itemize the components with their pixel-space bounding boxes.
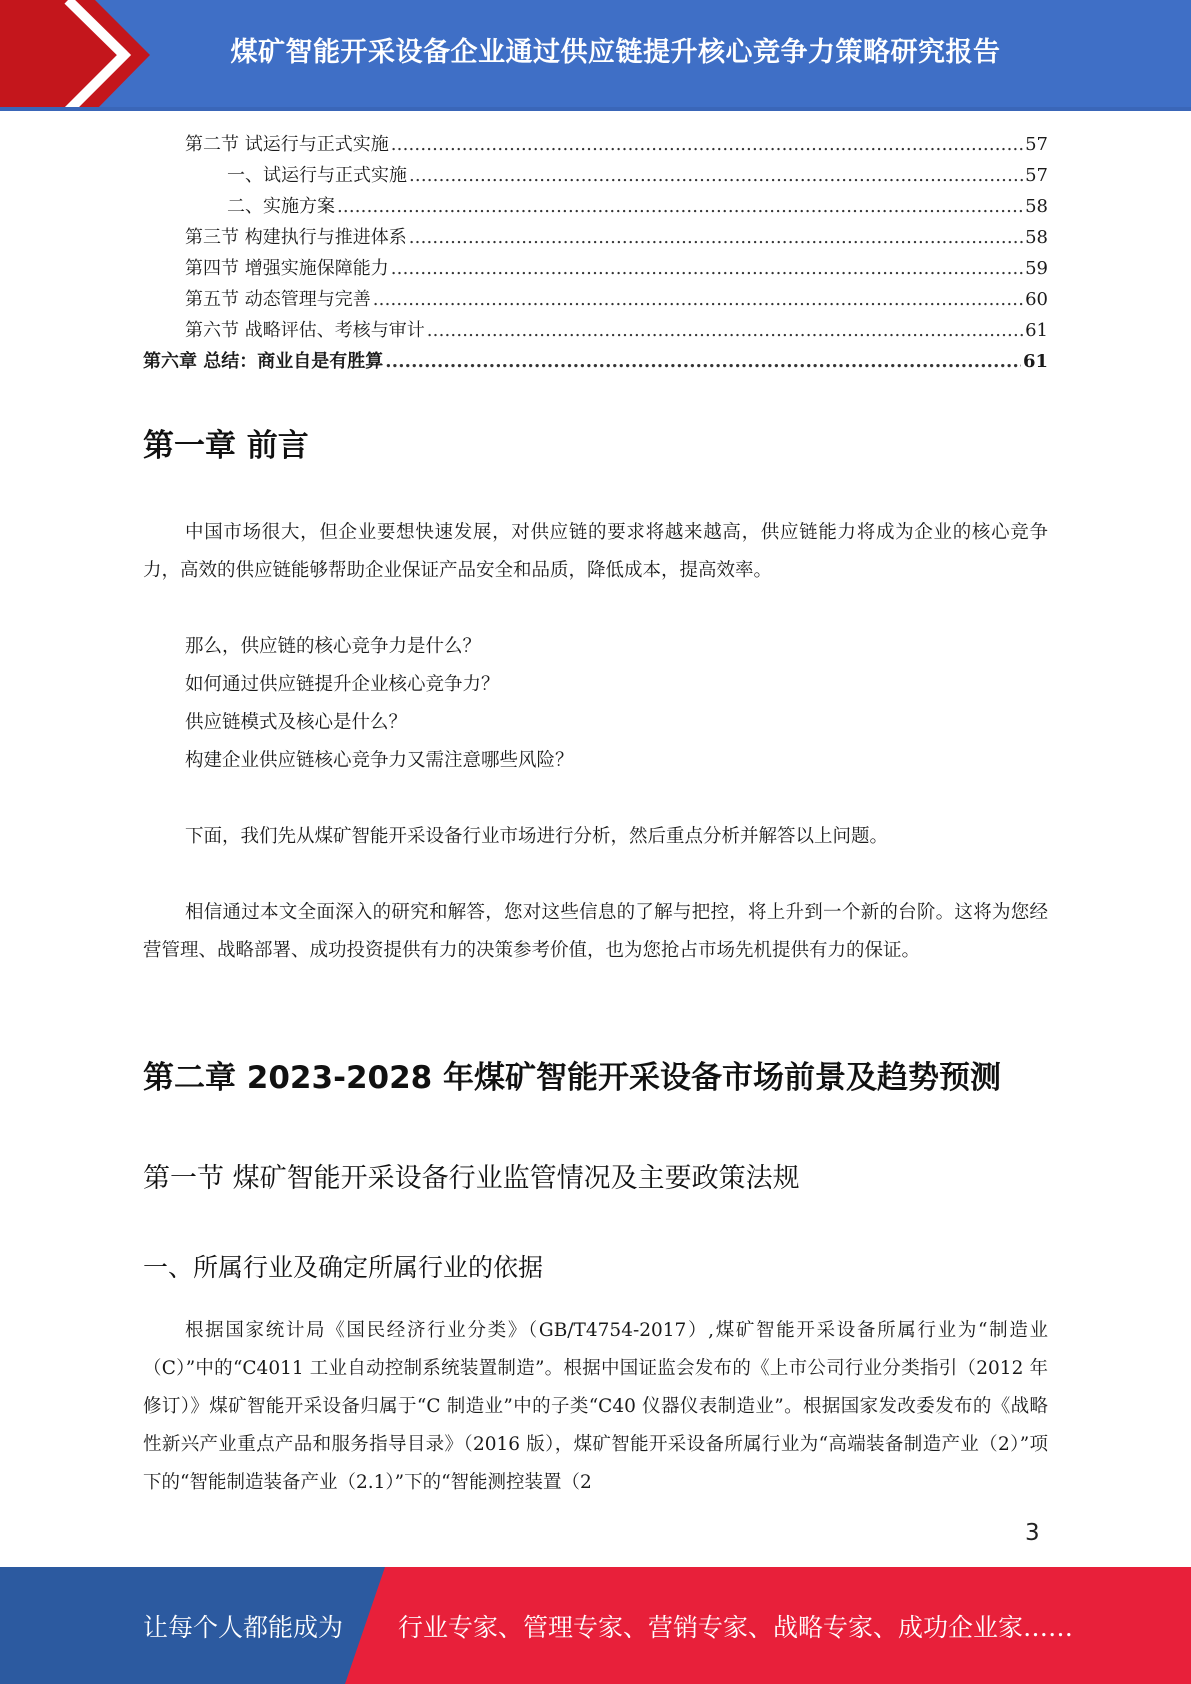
chapter-2-heading: 第二章 2023-2028 年煤矿智能开采设备市场前景及趋势预测 [143, 1060, 1002, 1096]
toc-leader-dots [427, 320, 1023, 341]
toc-entry-label: 第二节 试运行与正式实施 [185, 134, 389, 155]
toc-entry-page: 61 [1025, 320, 1048, 341]
toc-entry[interactable] [143, 316, 1048, 347]
toc-leader-dots [337, 196, 1023, 217]
toc-entry-page: 58 [1025, 227, 1048, 248]
toc-entry[interactable] [143, 192, 1048, 223]
toc-entry-label: 二、实施方案 [227, 196, 335, 217]
chapter-1-paragraph-3: 相信通过本文全面深入的研究和解答，您对这些信息的了解与把控，将上升到一个新的台阶。这将为您经营管理、战略部署、成功投资提供有力的决策参考价值，也为您抢占市场先机提供有力的保证。 [143, 902, 1048, 961]
chapter-2-paragraph-1: 根据国家统计局《国民经济行业分类》（GB/T4754-2017）,煤矿智能开采设备所属行业为“制造业（C）”中的“C4011 工业自动控制系统装置制造”。根据中国证监会发布的《上市公司行业分类指引（2012 年修订）》煤矿智能开采设备归属于“C 制造业”中的子类“C40 仪器仪表制造业”。根据国家发改委发布的《战略性新兴产业重点产品和服务指导目录》（2016 版），煤矿智能开采设备所属行业为“高端装备制造产业（2）”项下的“智能制造装备产业（2.1）”下的“智能测控装置（2 [143, 1320, 1048, 1493]
footer-slogan-left: 让每个人都能成为 [143, 1612, 344, 1642]
toc-entry-label: 第五节 动态管理与完善 [185, 289, 371, 310]
toc-leader-dots [385, 351, 1021, 372]
toc-leader-dots [373, 289, 1023, 310]
question-line: 供应链模式及核心是什么？ [185, 712, 408, 733]
question-line: 构建企业供应链核心竞争力又需注意哪些风险？ [185, 750, 574, 771]
page-number: 3 [1025, 1520, 1040, 1546]
report-title: 煤矿智能开采设备企业通过供应链提升核心竞争力策略研究报告 [230, 36, 1001, 68]
toc-entry[interactable] [143, 161, 1048, 192]
toc-leader-dots [391, 258, 1023, 279]
toc-entry-label: 第四节 增强实施保障能力 [185, 258, 389, 279]
section-heading: 第一节 煤矿智能开采设备行业监管情况及主要政策法规 [143, 1163, 800, 1194]
toc-leader-dots [391, 134, 1023, 155]
toc-leader-dots [409, 227, 1023, 248]
chapter-1-heading: 第一章 前言 [143, 428, 309, 464]
toc-entry-page: 61 [1022, 351, 1048, 372]
header-banner [0, 0, 1191, 111]
toc-leader-dots [409, 165, 1023, 186]
toc-entry-chapter[interactable] [143, 347, 1048, 378]
toc-entry-page: 60 [1025, 289, 1048, 310]
chapter-1-paragraph-1: 中国市场很大，但企业要想快速发展，对供应链的要求将越来越高，供应链能力将成为企业的核心竞争力，高效的供应链能够帮助企业保证产品安全和品质，降低成本，提高效率。 [143, 522, 1048, 581]
toc-entry-label: 一、试运行与正式实施 [227, 165, 407, 186]
toc-entry[interactable] [143, 223, 1048, 254]
toc-entry-label: 第六节 战略评估、考核与审计 [185, 320, 425, 341]
toc-entry[interactable] [143, 254, 1048, 285]
table-of-contents [143, 130, 1048, 378]
toc-entry-page: 59 [1025, 258, 1048, 279]
toc-entry-page: 57 [1025, 134, 1048, 155]
question-line: 如何通过供应链提升企业核心竞争力？ [185, 674, 500, 695]
toc-entry-page: 58 [1025, 196, 1048, 217]
chapter-1-paragraph-2: 下面，我们先从煤矿智能开采设备行业市场进行分析，然后重点分析并解答以上问题。 [185, 826, 889, 847]
toc-entry[interactable] [143, 285, 1048, 316]
question-line: 那么，供应链的核心竞争力是什么？ [185, 636, 482, 657]
toc-entry[interactable] [143, 130, 1048, 161]
toc-entry-label: 第三节 构建执行与推进体系 [185, 227, 407, 248]
subsection-heading: 一、所属行业及确定所属行业的依据 [143, 1253, 544, 1282]
footer-slogan-right: 行业专家、管理专家、营销专家、战略专家、成功企业家…… [398, 1612, 1074, 1642]
toc-entry-label: 第六章 总结：商业自是有胜算 [143, 351, 384, 372]
toc-entry-page: 57 [1025, 165, 1048, 186]
footer-banner [0, 1567, 1191, 1684]
